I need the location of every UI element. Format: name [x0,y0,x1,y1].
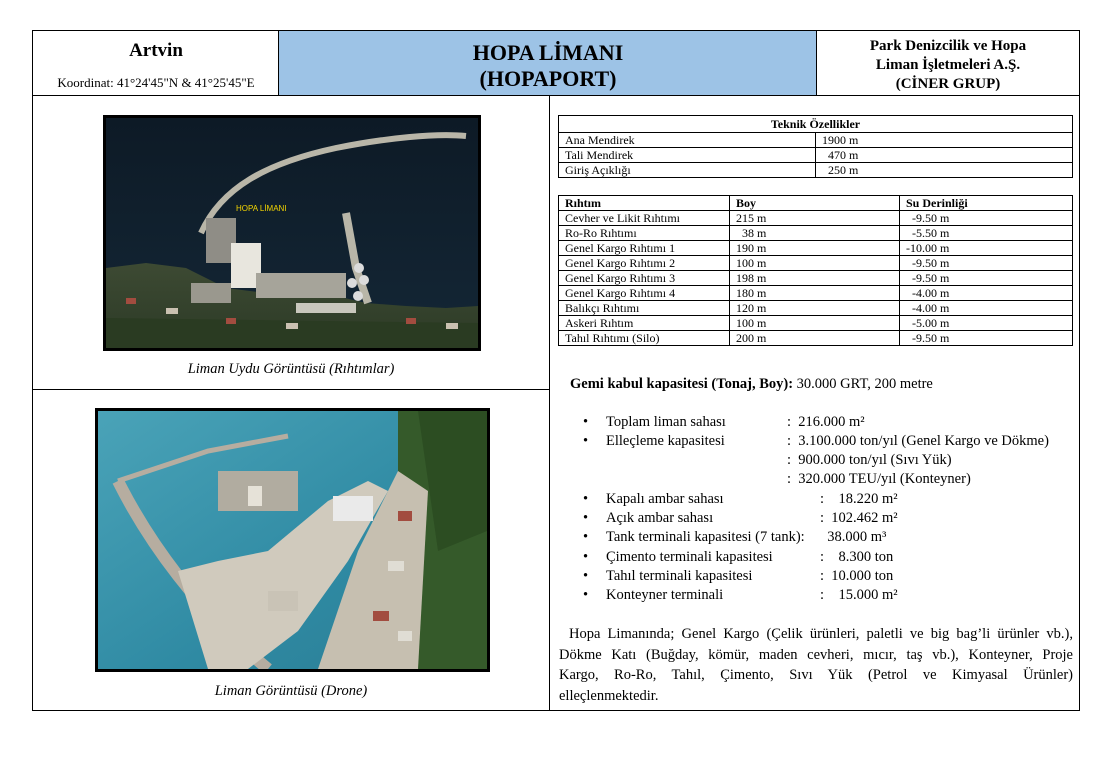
paragraph-line: elleçlenmektedir. [559,687,659,704]
berth-length: 38 m [730,226,900,241]
berth-length: 200 m [730,331,900,346]
berths-table [558,195,1073,346]
paragraph-line: Kargo, Ro-Ro, Tahıl, Çimento, Sıvı Yük (Petrol ve Kimyasal Ürünler) [559,667,1073,683]
berth-name: Cevher ve Likit Rıhtımı [559,211,730,226]
ship-capacity-label: Gemi kabul kapasitesi (Tonaj, Boy): [570,376,794,392]
berth-depth: -10.00 m [900,241,1073,256]
berth-length: 120 m [730,301,900,316]
berth-name: Genel Kargo Rıhtımı 4 [559,286,730,301]
cargo-description [559,624,1073,706]
list-item-label: Tahıl terminali kapasitesi [606,568,753,584]
berth-length: 180 m [730,286,900,301]
berth-name: Genel Kargo Rıhtımı 3 [559,271,730,286]
port-subtitle: (HOPAPORT) [479,66,617,91]
table-row [559,211,1073,226]
header-left-cell [33,31,279,96]
list-item-label: Elleçleme kapasitesi [606,433,725,449]
table-row [559,163,1073,178]
list-item-value: : 8.300 ton [820,549,894,565]
table-row [559,271,1073,286]
berth-name: Tahıl Rıhtımı (Silo) [559,331,730,346]
tech-value: 470 m [816,148,1073,163]
paragraph-line: Hopa Limanında; Genel Kargo (Çelik ürünleri, paletli ve big bag’li ürünler vb.), [569,626,1073,642]
column-divider [549,96,550,711]
tech-value: 250 m [816,163,1073,178]
berth-length: 100 m [730,316,900,331]
berth-length: 198 m [730,271,900,286]
berth-depth: -4.00 m [900,301,1073,316]
col-header-depth: Su Derinliği [900,196,1073,211]
tech-specs-table [558,115,1073,178]
satellite-image [103,115,481,351]
port-title: HOPA LİMANI [472,40,624,65]
table-row [559,301,1073,316]
list-item-value: : 10.000 ton [820,568,894,584]
berth-length: 215 m [730,211,900,226]
table-row [559,226,1073,241]
list-item-value: : 900.000 ton/yıl (Sıvı Yük) [787,452,952,468]
table-row [559,316,1073,331]
berth-length: 100 m [730,256,900,271]
list-item-label: Tank terminali kapasitesi (7 tank): [606,529,805,545]
berth-name: Ro-Ro Rıhtımı [559,226,730,241]
operator-line3: (CİNER GRUP) [895,76,1001,92]
city-name: Artvin [129,40,183,61]
paragraph-line: Dökme Katı (Buğday, kömür, maden cevheri, mıcır, taş vb.), Konteyner, Proje [559,646,1073,663]
ship-capacity [570,376,933,393]
list-item-label: Açık ambar sahası [606,510,714,526]
tech-value: 1900 m [816,133,1073,148]
berth-depth: -9.50 m [900,256,1073,271]
table-row [559,241,1073,256]
header-center-cell [279,31,817,96]
tech-label: Ana Mendirek [559,133,816,148]
list-item-value: : 216.000 m² [787,414,865,430]
tech-specs-title: Teknik Özellikler [559,116,1073,133]
table-header-row [559,196,1073,211]
tech-label: Tali Mendirek [559,148,816,163]
list-item-value: : 102.462 m² [820,510,898,526]
berth-name: Genel Kargo Rıhtımı 2 [559,256,730,271]
header-right-cell [817,31,1079,96]
list-item-label: Çimento terminali kapasitesi [606,549,773,565]
table-row [559,133,1073,148]
list-item-value: : 320.000 TEU/yıl (Konteyner) [787,471,971,487]
table-row [559,286,1073,301]
berth-depth: -9.50 m [900,331,1073,346]
table-row [559,256,1073,271]
berth-depth: -5.00 m [900,316,1073,331]
ship-capacity-value: 30.000 GRT, 200 metre [793,376,933,392]
berth-depth: -5.50 m [900,226,1073,241]
berth-name: Askeri Rıhtım [559,316,730,331]
list-item-value: 38.000 m³ [820,529,887,545]
list-item-value: : 18.220 m² [820,491,898,507]
tech-label: Giriş Açıklığı [559,163,816,178]
satellite-port-label: HOPA LİMANI [236,204,287,213]
operator-line1: Park Denizcilik ve Hopa [869,38,1027,54]
berth-name: Balıkçı Rıhtımı [559,301,730,316]
list-item-value: : 3.100.000 ton/yıl (Genel Kargo ve Dökme) [787,433,1049,449]
berth-depth: -9.50 m [900,271,1073,286]
coordinates-text: Koordinat: 41°24'45"N & 41°25'45"E [57,75,255,90]
berth-length: 190 m [730,241,900,256]
berth-name: Genel Kargo Rıhtımı 1 [559,241,730,256]
table-row [559,331,1073,346]
list-item-label: Konteyner terminali [606,587,724,603]
berth-depth: -4.00 m [900,286,1073,301]
col-header-berth: Rıhtım [559,196,730,211]
list-item-label: Kapalı ambar sahası [606,491,724,507]
drone-image [95,408,490,672]
list-item-value: : 15.000 m² [820,587,898,603]
drone-caption: Liman Görüntüsü (Drone) [214,683,368,699]
satellite-caption: Liman Uydu Görüntüsü (Rıhtımlar) [187,361,395,377]
col-header-length: Boy [730,196,900,211]
operator-line2: Liman İşletmeleri A.Ş. [875,57,1021,73]
table-row [559,148,1073,163]
berth-depth: -9.50 m [900,211,1073,226]
list-item-label: Toplam liman sahası [606,414,726,430]
image-divider [33,389,549,390]
